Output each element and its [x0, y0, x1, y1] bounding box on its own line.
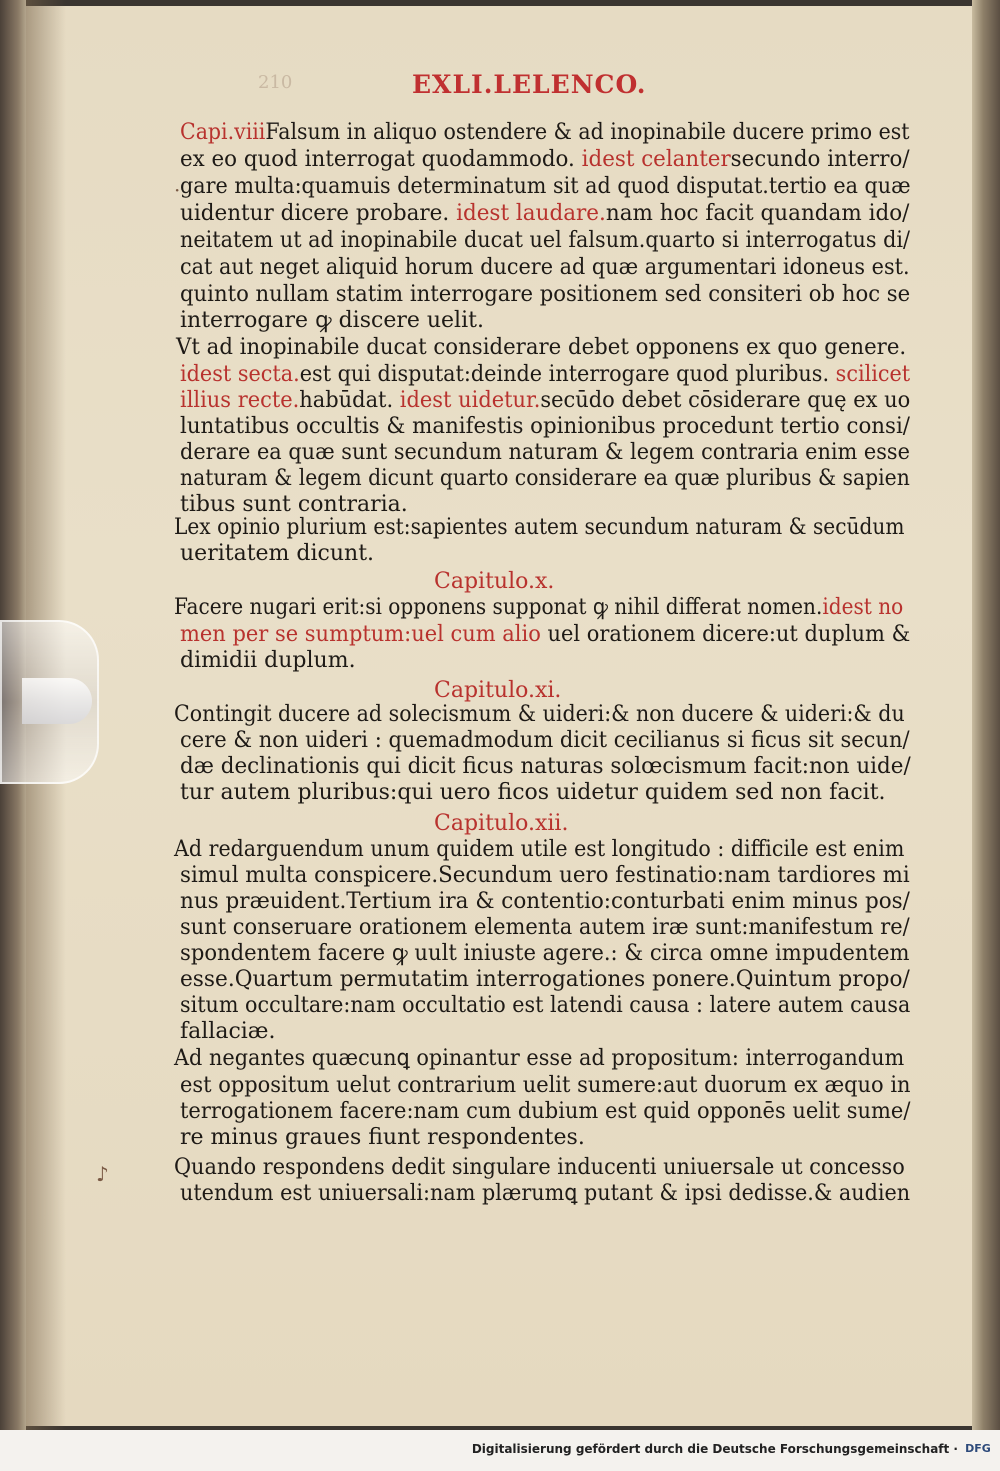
- text-line: [180, 148, 910, 172]
- page-clip: [0, 620, 99, 784]
- text-span: ueritatem dicunt.: [180, 541, 375, 566]
- text-line: [174, 516, 904, 540]
- text-line: [180, 1182, 910, 1206]
- chapter-heading-xii: Capitulo.xii.: [434, 811, 569, 836]
- text-line: [180, 175, 911, 199]
- text-span: naturam & legem dicunt quarto considerare ea quæ pluribus & sapien: [180, 466, 910, 491]
- text-span: ex eo quod interrogat quodammodo.: [180, 147, 582, 172]
- text-span: situm occultare:nam occultatio est latendi causa : latere autem causa: [180, 993, 911, 1018]
- text-span: habūdat.: [299, 388, 400, 413]
- text-span: dimidii duplum.: [180, 648, 356, 673]
- text-line: [176, 336, 906, 360]
- rubricated-gloss: Capi.viii: [180, 120, 266, 145]
- text-line: [180, 256, 910, 280]
- margin-mark: ♪: [96, 1162, 109, 1186]
- text-line: [180, 441, 910, 465]
- text-span: secundo interro/: [730, 147, 910, 172]
- text-span: Ad redarguendum unum quidem utile est longitudo : difficile est enim: [174, 837, 905, 862]
- text-line: [180, 415, 910, 439]
- text-line: [180, 202, 909, 226]
- text-line: [180, 994, 910, 1018]
- text-span: interrogare ꝙ discere uelit.: [180, 308, 484, 333]
- text-line: [180, 363, 910, 387]
- text-line: [180, 968, 910, 992]
- text-span: tur autem pluribus:qui uero ficos uidetur quidem sed non facit.: [180, 780, 886, 805]
- text-span: re minus graues fiunt respondentes.: [180, 1125, 585, 1150]
- text-line: [180, 623, 910, 647]
- text-line: [180, 916, 910, 940]
- text-span: Falsum in aliquo ostendere & ad inopinabile ducere primo est: [265, 120, 910, 145]
- text-line: [180, 781, 886, 805]
- text-span: nus præuident.Tertium ira & contentio:conturbati enim minus pos/: [180, 889, 910, 914]
- text-line: [180, 467, 910, 491]
- footer-credit: Digitalisierung gefördert durch die Deutsche Forschungsgemeinschaft ·: [471, 1442, 958, 1456]
- text-line: [180, 1020, 275, 1044]
- book-page: [26, 6, 976, 1426]
- text-span: est qui disputat:deinde interrogare quod pluribus.: [299, 362, 836, 387]
- text-line: [180, 389, 910, 413]
- text-span: simul multa conspicere.Secundum uero festinatio:nam tardiores mi: [180, 863, 910, 888]
- rubricated-gloss: idest celanter: [581, 147, 731, 172]
- text-span: Quando respondens dedit singulare inducenti uniuersale ut concesso: [174, 1155, 905, 1180]
- text-span: Contingit ducere ad solecismum & uideri:& non ducere & uideri:& du: [174, 702, 905, 727]
- rubricated-gloss: idest laudare.: [456, 201, 606, 226]
- text-line: [174, 703, 905, 727]
- footer-bar: [0, 1430, 1000, 1471]
- text-line: [180, 890, 910, 914]
- text-span: sunt conseruare orationem elementa autem iræ sunt:manifestum re/: [180, 915, 910, 940]
- text-line: [174, 1047, 904, 1071]
- text-span: luntatibus occultis & manifestis opinionibus procedunt tertio consi/: [180, 414, 910, 439]
- text-line: [180, 864, 910, 888]
- running-header: EXLI.LELENCO.: [412, 70, 647, 99]
- text-line: [180, 1100, 910, 1124]
- dfg-logo: DFG: [965, 1442, 991, 1455]
- text-line: [174, 1156, 905, 1180]
- text-line: [180, 121, 909, 145]
- text-span: cere & non uideri : quemadmodum dicit cecilianus si ficus sit secun/: [180, 728, 910, 753]
- text-span: quinto nullam statim interrogare positionem sed consiteri ob hoc se: [180, 282, 911, 307]
- book-right-edge: [972, 0, 1000, 1430]
- text-span: secūdo debet cōsiderare quę ex uo: [540, 388, 911, 413]
- rubricated-gloss: idest secta.: [180, 362, 300, 387]
- text-line: [180, 283, 910, 307]
- text-line: [180, 493, 408, 517]
- text-line: [174, 838, 904, 862]
- margin-mark: ·: [174, 178, 181, 202]
- text-span: esse.Quartum permutatim interrogationes ponere.Quintum propo/: [180, 967, 910, 992]
- rubricated-gloss: scilicet: [835, 362, 911, 387]
- chapter-heading-xi: Capitulo.xi.: [434, 678, 562, 703]
- text-span: gare multa:quamuis determinatum sit ad quod disputat.tertio ea quæ: [180, 174, 911, 199]
- text-line: [180, 942, 909, 966]
- text-line: [180, 542, 374, 566]
- text-line: [180, 1126, 585, 1150]
- text-span: nam hoc facit quandam ido/: [605, 201, 910, 226]
- text-span: neitatem ut ad inopinabile ducat uel falsum.quarto si interrogatus di/: [180, 228, 910, 253]
- text-span: Lex opinio plurium est:sapientes autem secundum naturam & secūdum: [174, 515, 905, 540]
- text-span: utendum est uniuersali:nam plærumꝗ putant & ipsi dedisse.& audien: [180, 1181, 911, 1206]
- text-span: Facere nugari erit:si opponens supponat ꝙ nihil differat nomen.: [174, 595, 823, 620]
- text-span: derare ea quæ sunt secundum naturam & legem contraria enim esse: [180, 440, 910, 465]
- text-span: uel orationem dicere:ut duplum &: [540, 622, 911, 647]
- text-span: tibus sunt contraria.: [180, 492, 408, 517]
- text-span: terrogationem facere:nam cum dubium est quid opponēs uelit sume/: [180, 1099, 911, 1124]
- rubricated-gloss: men per se sumptum:uel cum alio: [180, 622, 541, 647]
- text-line: [180, 229, 910, 253]
- text-line: [174, 596, 903, 620]
- text-line: [180, 309, 484, 333]
- text-span: cat aut neget aliquid horum ducere ad quæ argumentari idoneus est.: [180, 255, 910, 280]
- text-line: [180, 649, 356, 673]
- text-line: [180, 729, 910, 753]
- text-span: Ad negantes quæcunꝗ opinantur esse ad propositum: interrogandum: [174, 1046, 905, 1071]
- folio-number: 210: [258, 72, 293, 93]
- text-span: dæ declinationis qui dicit ficus naturas solœcismum facit:non uide/: [180, 754, 911, 779]
- text-span: spondentem facere ꝙ uult iniuste agere.: & circa omne impudentem: [180, 941, 910, 966]
- chapter-heading-x: Capitulo.x.: [434, 569, 555, 594]
- text-line: [180, 1074, 911, 1098]
- text-span: uidentur dicere probare.: [180, 201, 457, 226]
- text-span: fallaciæ.: [180, 1019, 276, 1044]
- rubricated-gloss: idest uidetur.: [399, 388, 541, 413]
- text-line: [180, 755, 911, 779]
- rubricated-gloss: idest no: [822, 595, 904, 620]
- text-span: est oppositum uelut contrarium uelit sumere:aut duorum ex æquo in: [180, 1073, 911, 1098]
- rubricated-gloss: illius recte.: [180, 388, 300, 413]
- text-span: Vt ad inopinabile ducat considerare debet opponens ex quo genere.: [176, 335, 907, 360]
